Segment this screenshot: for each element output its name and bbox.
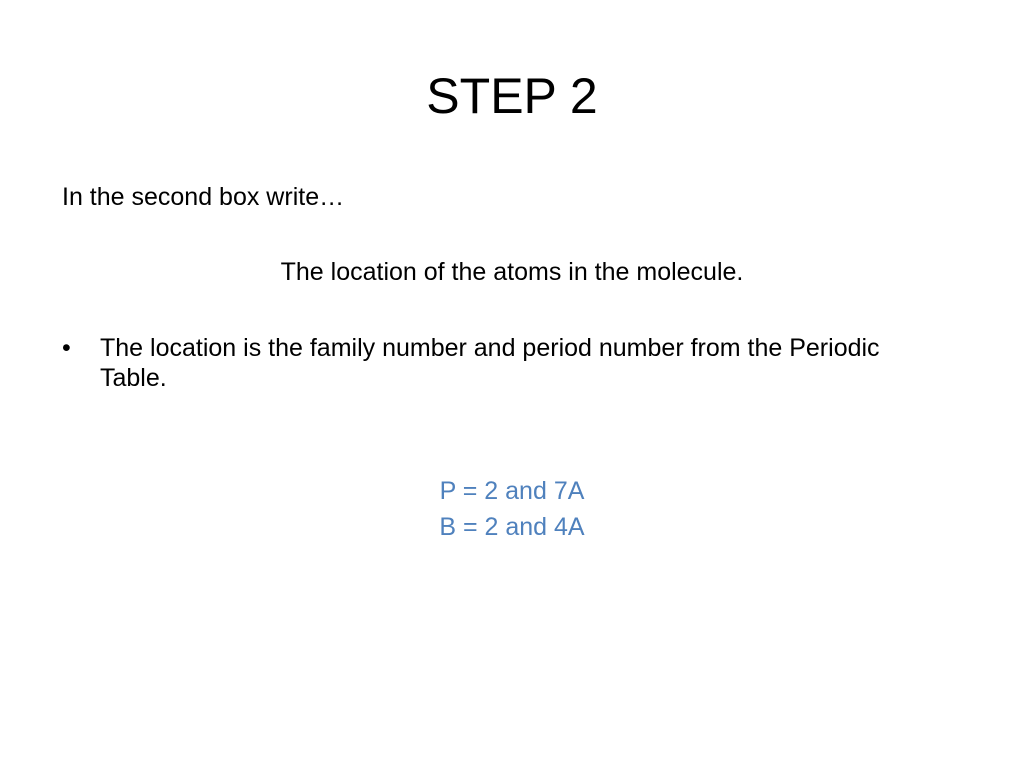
bullet-marker: • (62, 334, 71, 362)
slide-title: STEP 2 (426, 68, 598, 124)
location-instruction: The location of the atoms in the molecule. (280, 258, 744, 286)
answer-b: B = 2 and 4A (439, 513, 585, 541)
intro-text: In the second box write… (62, 183, 345, 211)
bullet-item (62, 333, 942, 393)
bullet-text: The location is the family number and period number from the Periodic Table. (100, 334, 880, 392)
answer-p: P = 2 and 7A (439, 477, 585, 505)
